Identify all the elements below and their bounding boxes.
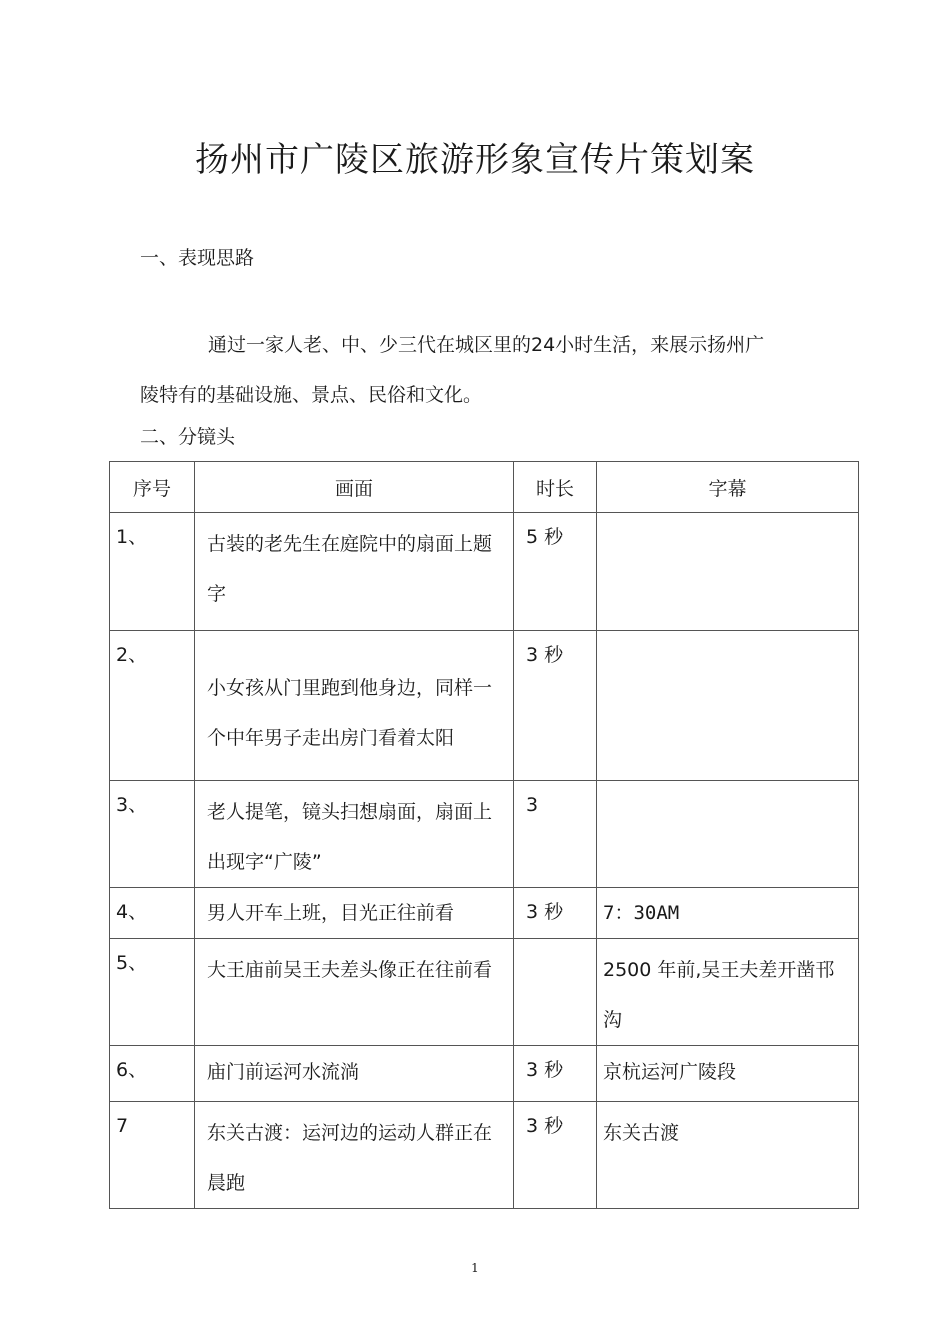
table-row — [110, 513, 859, 631]
row-scene: 东关古渡：运河边的运动人群正在晨跑 — [195, 1102, 514, 1209]
row-scene: 男人开车上班，目光正往前看 — [195, 888, 514, 939]
page-title: 扬州市广陵区旅游形象宣传片策划案 — [195, 140, 755, 180]
row-number: 6、 — [110, 1046, 195, 1102]
approach-paragraph — [140, 320, 780, 420]
row-subtitle — [597, 631, 859, 781]
row-duration: 3 秒 — [514, 888, 597, 939]
row-number: 2、 — [110, 631, 195, 781]
table-row — [110, 939, 859, 1046]
approach-text: 通过一家人老、中、少三代在城区里的24小时生活，来展示扬州广陵特有的基础设施、景点、民俗和文化。 — [140, 334, 765, 406]
row-number: 7 — [110, 1102, 195, 1209]
row-duration: 3 — [514, 781, 597, 888]
row-scene: 古装的老先生在庭院中的扇面上题字 — [195, 513, 514, 631]
row-duration — [514, 939, 597, 1046]
table-row — [110, 781, 859, 888]
row-duration: 3 秒 — [514, 1102, 597, 1209]
header-subtitle: 字幕 — [597, 462, 859, 513]
row-number: 1、 — [110, 513, 195, 631]
row-subtitle: 东关古渡 — [597, 1102, 859, 1209]
table-row — [110, 1102, 859, 1209]
section-heading-approach: 一、表现思路 — [140, 247, 255, 269]
page-number: 1 — [471, 1261, 479, 1275]
row-duration: 3 秒 — [514, 1046, 597, 1102]
header-number: 序号 — [110, 462, 195, 513]
row-scene: 大王庙前吴王夫差头像正在往前看 — [195, 939, 514, 1046]
row-number: 5、 — [110, 939, 195, 1046]
row-duration: 3 秒 — [514, 631, 597, 781]
row-duration: 5 秒 — [514, 513, 597, 631]
header-duration: 时长 — [514, 462, 597, 513]
row-subtitle — [597, 781, 859, 888]
header-scene: 画面 — [195, 462, 514, 513]
table-row — [110, 631, 859, 781]
row-subtitle: 京杭运河广陵段 — [597, 1046, 859, 1102]
row-scene: 老人提笔，镜头扫想扇面，扇面上出现字“广陵” — [195, 781, 514, 888]
table-row — [110, 888, 859, 939]
row-scene: 庙门前运河水流淌 — [195, 1046, 514, 1102]
row-subtitle: 2500 年前,吴王夫差开凿邗沟 — [597, 939, 859, 1046]
row-subtitle: 7：30AM — [597, 888, 859, 939]
row-number: 3、 — [110, 781, 195, 888]
table-row — [110, 1046, 859, 1102]
row-scene: 小女孩从门里跑到他身边，同样一个中年男子走出房门看着太阳 — [195, 631, 514, 781]
section-heading-storyboard: 二、分镜头 — [140, 426, 236, 448]
row-subtitle — [597, 513, 859, 631]
storyboard-table — [109, 461, 859, 1209]
table-header-row — [110, 462, 859, 513]
row-number: 4、 — [110, 888, 195, 939]
